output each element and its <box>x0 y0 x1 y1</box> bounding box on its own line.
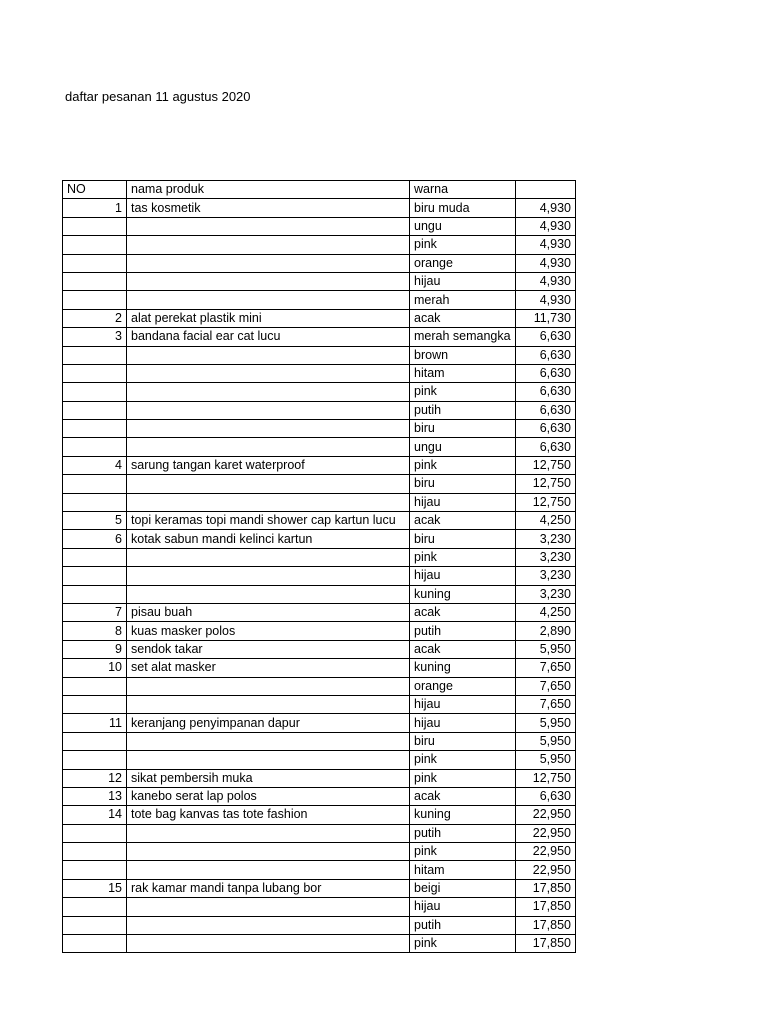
cell-no: 3 <box>63 328 127 346</box>
cell-product-name: alat perekat plastik mini <box>127 309 410 327</box>
table-row <box>63 585 576 603</box>
cell-product-name: kanebo serat lap polos <box>127 787 410 805</box>
table-row <box>63 199 576 217</box>
cell-price: 6,630 <box>516 364 576 382</box>
table-row <box>63 346 576 364</box>
cell-no <box>63 567 127 585</box>
table-row <box>63 401 576 419</box>
table-row <box>63 714 576 732</box>
cell-color: pink <box>410 935 516 953</box>
cell-no: 13 <box>63 787 127 805</box>
header-price <box>516 181 576 199</box>
cell-no: 9 <box>63 640 127 658</box>
cell-no <box>63 898 127 916</box>
cell-product-name <box>127 364 410 382</box>
table-row <box>63 291 576 309</box>
table-row <box>63 769 576 787</box>
cell-no <box>63 861 127 879</box>
cell-color: putih <box>410 916 516 934</box>
cell-color: pink <box>410 751 516 769</box>
cell-color: pink <box>410 456 516 474</box>
order-table-body <box>63 181 576 953</box>
cell-color: brown <box>410 346 516 364</box>
table-header-row <box>63 181 576 199</box>
cell-price: 6,630 <box>516 328 576 346</box>
table-row <box>63 328 576 346</box>
cell-color: putih <box>410 401 516 419</box>
cell-color: pink <box>410 843 516 861</box>
table-row <box>63 603 576 621</box>
cell-no: 1 <box>63 199 127 217</box>
cell-no <box>63 420 127 438</box>
cell-no <box>63 751 127 769</box>
table-row <box>63 677 576 695</box>
cell-price: 5,950 <box>516 751 576 769</box>
cell-price: 12,750 <box>516 769 576 787</box>
cell-color: biru <box>410 420 516 438</box>
cell-product-name <box>127 438 410 456</box>
cell-color: merah <box>410 291 516 309</box>
table-row <box>63 272 576 290</box>
cell-color: putih <box>410 622 516 640</box>
cell-product-name <box>127 272 410 290</box>
cell-color: beigi <box>410 879 516 897</box>
cell-no <box>63 475 127 493</box>
cell-color: orange <box>410 677 516 695</box>
cell-product-name: kuas masker polos <box>127 622 410 640</box>
table-row <box>63 364 576 382</box>
cell-price: 4,930 <box>516 291 576 309</box>
cell-no <box>63 236 127 254</box>
cell-color: acak <box>410 512 516 530</box>
cell-color: biru muda <box>410 199 516 217</box>
cell-price: 12,750 <box>516 456 576 474</box>
cell-price: 22,950 <box>516 843 576 861</box>
table-row <box>63 640 576 658</box>
cell-color: hijau <box>410 714 516 732</box>
cell-product-name: kotak sabun mandi kelinci kartun <box>127 530 410 548</box>
cell-color: ungu <box>410 217 516 235</box>
cell-product-name: set alat masker <box>127 659 410 677</box>
cell-no <box>63 272 127 290</box>
cell-color: biru <box>410 530 516 548</box>
cell-product-name <box>127 585 410 603</box>
cell-color: pink <box>410 236 516 254</box>
cell-no: 6 <box>63 530 127 548</box>
table-row <box>63 567 576 585</box>
cell-no: 7 <box>63 603 127 621</box>
cell-no <box>63 843 127 861</box>
table-row <box>63 438 576 456</box>
cell-product-name <box>127 236 410 254</box>
cell-price: 4,250 <box>516 603 576 621</box>
cell-price: 4,930 <box>516 199 576 217</box>
cell-product-name <box>127 346 410 364</box>
cell-no <box>63 346 127 364</box>
cell-price: 7,650 <box>516 677 576 695</box>
cell-price: 7,650 <box>516 659 576 677</box>
table-row <box>63 916 576 934</box>
table-row <box>63 935 576 953</box>
cell-product-name <box>127 383 410 401</box>
document-title: daftar pesanan 11 agustus 2020 <box>65 89 251 104</box>
cell-no <box>63 732 127 750</box>
cell-product-name <box>127 861 410 879</box>
cell-color: hijau <box>410 567 516 585</box>
cell-price: 11,730 <box>516 309 576 327</box>
cell-price: 22,950 <box>516 861 576 879</box>
cell-no <box>63 548 127 566</box>
cell-price: 5,950 <box>516 732 576 750</box>
cell-no <box>63 585 127 603</box>
table-row <box>63 548 576 566</box>
cell-color: ungu <box>410 438 516 456</box>
cell-price: 17,850 <box>516 935 576 953</box>
cell-no <box>63 364 127 382</box>
cell-price: 17,850 <box>516 879 576 897</box>
cell-no <box>63 677 127 695</box>
cell-color: hijau <box>410 898 516 916</box>
cell-price: 4,250 <box>516 512 576 530</box>
table-row <box>63 879 576 897</box>
table-row <box>63 751 576 769</box>
cell-price: 6,630 <box>516 420 576 438</box>
cell-price: 22,950 <box>516 824 576 842</box>
cell-no: 12 <box>63 769 127 787</box>
cell-no: 11 <box>63 714 127 732</box>
table-row <box>63 420 576 438</box>
cell-price: 4,930 <box>516 272 576 290</box>
cell-price: 6,630 <box>516 787 576 805</box>
cell-no: 4 <box>63 456 127 474</box>
table-row <box>63 309 576 327</box>
cell-no <box>63 935 127 953</box>
cell-product-name: tote bag kanvas tas tote fashion <box>127 806 410 824</box>
cell-color: acak <box>410 787 516 805</box>
cell-product-name <box>127 567 410 585</box>
cell-price: 4,930 <box>516 236 576 254</box>
cell-product-name <box>127 475 410 493</box>
cell-product-name <box>127 420 410 438</box>
table-row <box>63 806 576 824</box>
cell-product-name <box>127 291 410 309</box>
header-color: warna <box>410 181 516 199</box>
cell-color: merah semangka <box>410 328 516 346</box>
cell-product-name <box>127 401 410 419</box>
cell-price: 17,850 <box>516 916 576 934</box>
table-row <box>63 824 576 842</box>
cell-price: 3,230 <box>516 585 576 603</box>
cell-product-name <box>127 916 410 934</box>
cell-color: hijau <box>410 493 516 511</box>
table-row <box>63 898 576 916</box>
order-table <box>62 180 576 953</box>
cell-no <box>63 695 127 713</box>
table-row <box>63 787 576 805</box>
cell-no <box>63 291 127 309</box>
cell-product-name <box>127 254 410 272</box>
cell-color: kuning <box>410 659 516 677</box>
cell-product-name: bandana facial ear cat lucu <box>127 328 410 346</box>
table-row <box>63 695 576 713</box>
cell-color: pink <box>410 548 516 566</box>
cell-no <box>63 401 127 419</box>
cell-no: 10 <box>63 659 127 677</box>
cell-product-name: tas kosmetik <box>127 199 410 217</box>
table-row <box>63 475 576 493</box>
header-no: NO <box>63 181 127 199</box>
cell-product-name <box>127 548 410 566</box>
cell-color: pink <box>410 383 516 401</box>
cell-price: 12,750 <box>516 493 576 511</box>
cell-price: 17,850 <box>516 898 576 916</box>
table-row <box>63 254 576 272</box>
table-row <box>63 843 576 861</box>
cell-product-name: sikat pembersih muka <box>127 769 410 787</box>
table-row <box>63 512 576 530</box>
cell-no <box>63 493 127 511</box>
cell-no <box>63 217 127 235</box>
cell-price: 3,230 <box>516 567 576 585</box>
cell-product-name <box>127 493 410 511</box>
cell-price: 7,650 <box>516 695 576 713</box>
cell-price: 4,930 <box>516 254 576 272</box>
cell-price: 6,630 <box>516 346 576 364</box>
cell-price: 22,950 <box>516 806 576 824</box>
cell-no <box>63 438 127 456</box>
cell-color: biru <box>410 475 516 493</box>
cell-color: kuning <box>410 806 516 824</box>
cell-product-name <box>127 732 410 750</box>
cell-product-name: pisau buah <box>127 603 410 621</box>
cell-price: 4,930 <box>516 217 576 235</box>
table-row <box>63 622 576 640</box>
cell-color: acak <box>410 603 516 621</box>
cell-price: 6,630 <box>516 383 576 401</box>
cell-price: 6,630 <box>516 401 576 419</box>
cell-no: 2 <box>63 309 127 327</box>
cell-color: hijau <box>410 272 516 290</box>
cell-color: hitam <box>410 364 516 382</box>
cell-price: 5,950 <box>516 640 576 658</box>
cell-price: 3,230 <box>516 530 576 548</box>
header-product-name: nama produk <box>127 181 410 199</box>
cell-color: orange <box>410 254 516 272</box>
cell-color: pink <box>410 769 516 787</box>
cell-color: putih <box>410 824 516 842</box>
table-row <box>63 383 576 401</box>
cell-product-name: sendok takar <box>127 640 410 658</box>
cell-product-name <box>127 824 410 842</box>
cell-product-name <box>127 751 410 769</box>
cell-product-name: sarung tangan karet waterproof <box>127 456 410 474</box>
table-row <box>63 456 576 474</box>
table-row <box>63 861 576 879</box>
cell-color: biru <box>410 732 516 750</box>
cell-no <box>63 824 127 842</box>
cell-product-name: keranjang penyimpanan dapur <box>127 714 410 732</box>
cell-product-name <box>127 677 410 695</box>
table-row <box>63 659 576 677</box>
cell-price: 12,750 <box>516 475 576 493</box>
cell-color: acak <box>410 309 516 327</box>
cell-price: 3,230 <box>516 548 576 566</box>
cell-product-name: rak kamar mandi tanpa lubang bor <box>127 879 410 897</box>
table-row <box>63 217 576 235</box>
table-row <box>63 493 576 511</box>
cell-no <box>63 916 127 934</box>
table-row <box>63 530 576 548</box>
cell-color: hijau <box>410 695 516 713</box>
cell-no <box>63 254 127 272</box>
cell-no: 5 <box>63 512 127 530</box>
cell-no: 15 <box>63 879 127 897</box>
cell-color: acak <box>410 640 516 658</box>
cell-product-name <box>127 898 410 916</box>
cell-color: kuning <box>410 585 516 603</box>
cell-price: 6,630 <box>516 438 576 456</box>
cell-product-name <box>127 935 410 953</box>
table-row <box>63 236 576 254</box>
table-row <box>63 732 576 750</box>
cell-product-name <box>127 217 410 235</box>
cell-product-name <box>127 843 410 861</box>
cell-price: 5,950 <box>516 714 576 732</box>
cell-no: 14 <box>63 806 127 824</box>
cell-price: 2,890 <box>516 622 576 640</box>
cell-no <box>63 383 127 401</box>
cell-product-name <box>127 695 410 713</box>
cell-no: 8 <box>63 622 127 640</box>
cell-product-name: topi keramas topi mandi shower cap kartun lucu <box>127 512 410 530</box>
cell-color: hitam <box>410 861 516 879</box>
